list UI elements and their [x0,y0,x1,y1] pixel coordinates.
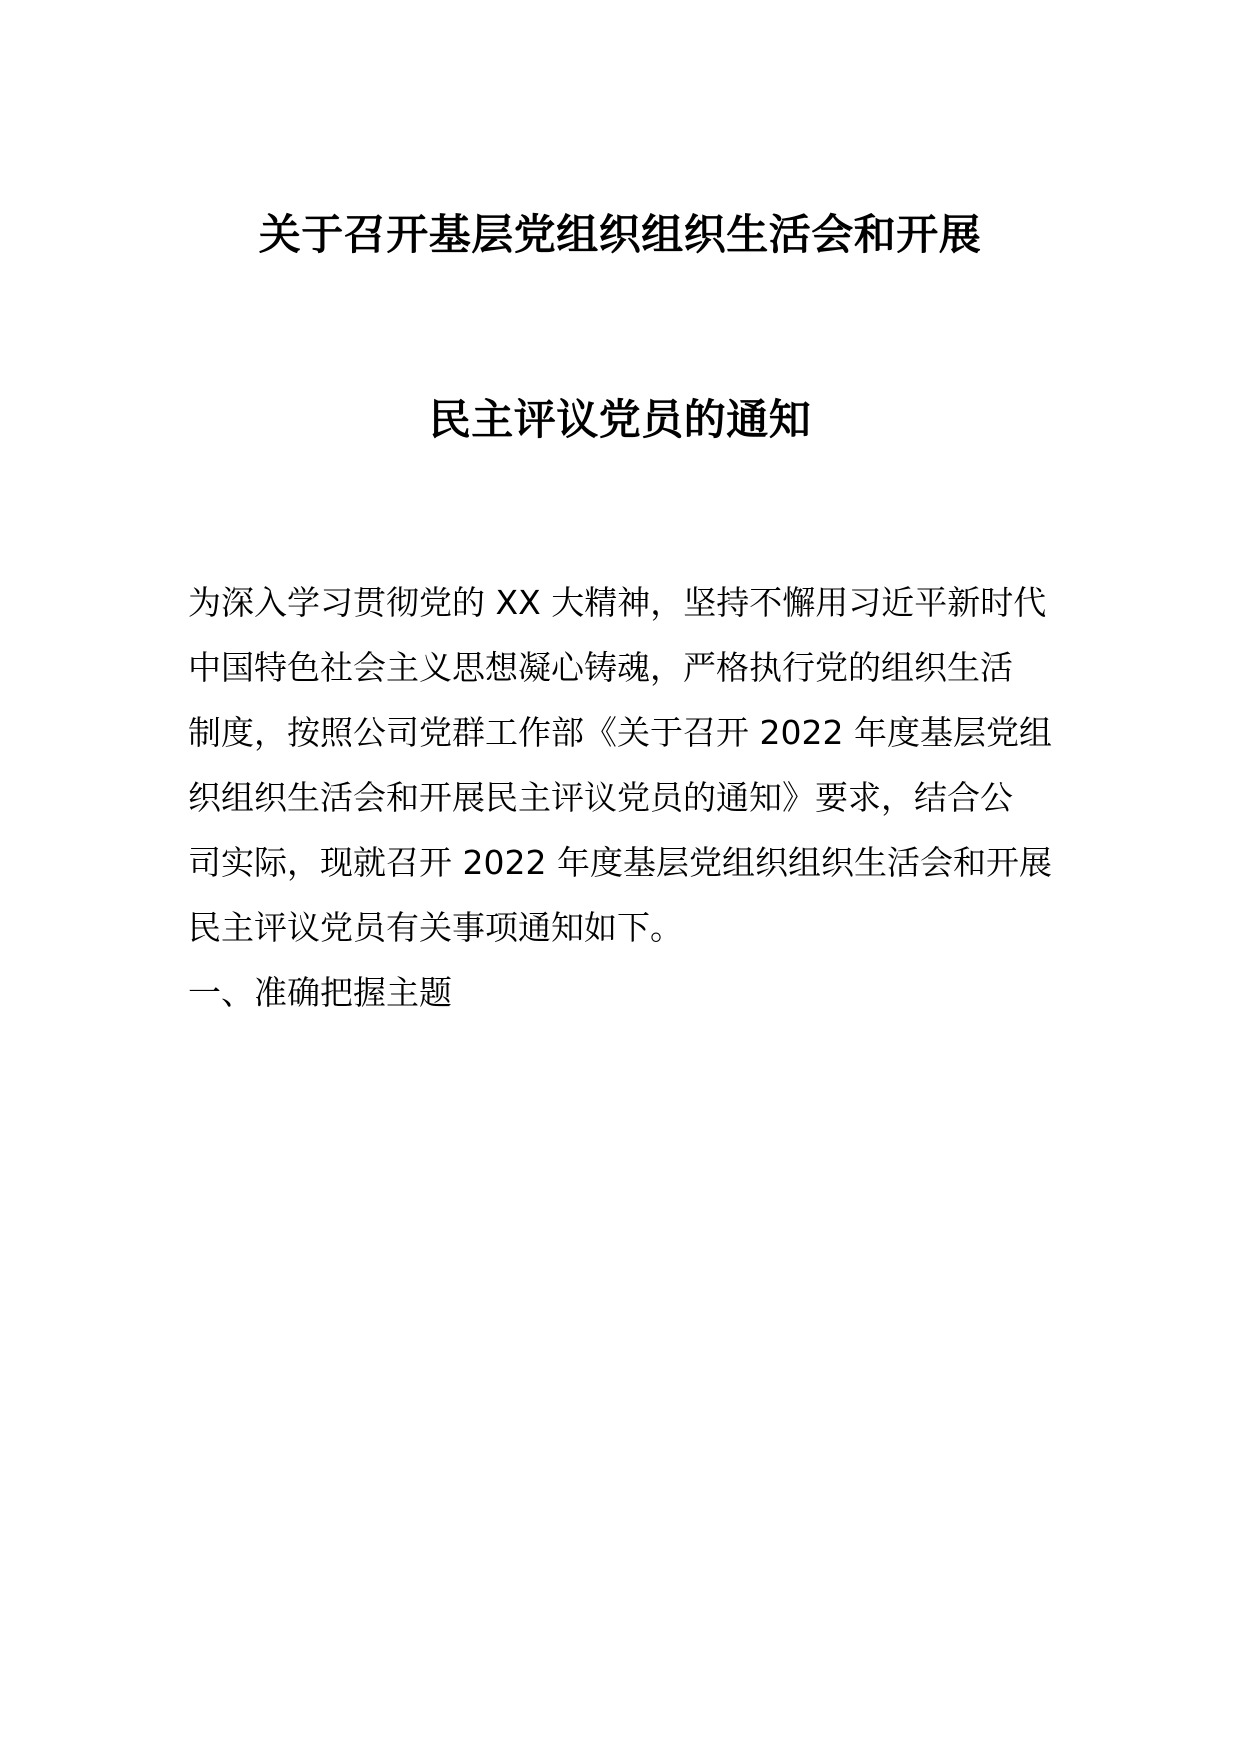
paragraph-line: 中国特色社会主义思想凝心铸魂，严格执行党的组织生活 [188,648,1013,687]
intro-paragraph [188,570,1058,960]
paragraph-line: 为深入学习贯彻党的 XX 大精神，坚持不懈用习近平新时代 [188,583,1047,622]
section-heading-text: 一、准确把握主题 [188,973,452,1012]
paragraph-line: 制度，按照公司党群工作部《关于召开 2022 年度基层党组 [188,713,1052,752]
paragraph-line: 民主评议党员有关事项通知如下。 [188,908,683,947]
paragraph-line: 织组织生活会和开展民主评议党员的通知》要求，结合公 [188,778,1013,817]
paragraph-line: 司实际，现就召开 2022 年度基层党组织组织生活会和开展 [188,843,1052,882]
document-title-line-1: 关于召开基层党组织组织生活会和开展 [258,210,982,259]
document-title-line-2: 民主评议党员的通知 [428,395,812,444]
section-heading [188,960,1058,1025]
